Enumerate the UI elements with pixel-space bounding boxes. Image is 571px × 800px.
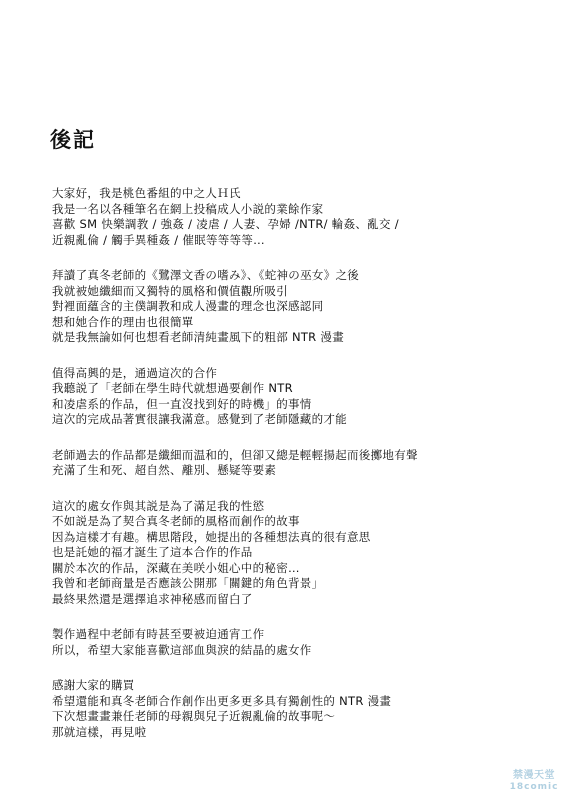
text-line: 關於本次的作品，深藏在美咲小姐心中的秘密… xyxy=(52,560,300,575)
text-line: 和凌虐系的作品，但一直沒找到好的時機」的事情 xyxy=(52,396,312,411)
text-line: 我曾和老師商量是否應該公開那「關鍵的角色背景」 xyxy=(52,576,324,590)
text-line: 對裡面蘊含的主僕調教和成人漫畫的理念也深感認同 xyxy=(52,299,324,313)
text-line: 因為這樣才有趣。構思階段，她提出的各種想法真的很有意思 xyxy=(52,529,371,544)
text-line: 充滿了生和死、超自然、離別、懸疑等要素 xyxy=(52,463,277,477)
text-line: 這次的處女作與其説是為了滿足我的性慾 xyxy=(52,498,265,513)
paragraph xyxy=(52,499,552,608)
text-line: 這次的完成品著實很讓我滿意。感覺到了老師隱藏的才能 xyxy=(52,412,347,426)
text-line: 所以，希望大家能喜歡這部血與淚的結晶的處女作 xyxy=(52,642,312,657)
text-line: 就是我無論如何也想看老師清純畫風下的粗部 NTR 漫畫 xyxy=(52,330,345,344)
text-line: 也是託她的福才誕生了這本合作的作品 xyxy=(52,545,253,559)
text-line: 製作過程中老師有時甚至要被迫通宵工作 xyxy=(52,627,265,641)
paragraph xyxy=(52,678,552,740)
text-line: 最終果然還是選擇追求神秘感而留白了 xyxy=(52,591,253,606)
paragraph xyxy=(52,268,552,346)
watermark-line-1: 禁漫天堂 xyxy=(513,770,555,781)
text-line: 那就這樣，再見啦 xyxy=(52,724,147,739)
text-line: 我是一名以各種筆名在網上投稿成人小説的業餘作家 xyxy=(52,201,324,216)
text-line: 近親亂倫 / 觸手異種姦 / 催眠等等等等… xyxy=(52,232,265,247)
afterword-body xyxy=(52,186,552,740)
paragraph xyxy=(52,627,552,658)
watermark-logo xyxy=(503,770,565,796)
text-line: 我聽説了「老師在學生時代就想過要創作 NTR xyxy=(52,381,293,395)
text-line: 我就被她纖細而又獨特的風格和價值觀所吸引 xyxy=(52,283,288,298)
watermark-line-2: 18comic xyxy=(509,782,559,792)
text-line: 大家好，我是桃色番組的中之人Ｈ氏 xyxy=(52,186,241,200)
text-line: 喜歡 SM 快樂調教 / 強姦 / 凌虐 / 人妻、孕婦 /NTR/ 輪姦、亂交 / xyxy=(52,217,399,231)
text-line: 不如説是為了契合真冬老師的風格而創作的故事 xyxy=(52,514,300,528)
page-title: 後記 xyxy=(50,128,96,152)
text-line: 值得高興的是，通過這次的合作 xyxy=(52,365,218,380)
text-line: 拜讀了真冬老師的《鷺澤文香の嗜み》、《蛇神の巫女》之後 xyxy=(52,268,360,282)
text-line: 老師過去的作品都是纖細而温和的，但卻又總是輕輕揚起而後擲地有聲 xyxy=(52,447,418,462)
paragraph xyxy=(52,186,552,248)
text-line: 想和她合作的理由也很簡單 xyxy=(52,314,194,329)
text-line: 下次想畫畫兼任老師的母親與兒子近親亂倫的故事呢～ xyxy=(52,709,336,723)
text-line: 希望還能和真冬老師合作創作出更多更多具有獨創性的 NTR 漫畫 xyxy=(52,693,392,708)
text-line: 感謝大家的購買 xyxy=(52,678,135,692)
paragraph xyxy=(52,366,552,428)
paragraph xyxy=(52,448,552,479)
